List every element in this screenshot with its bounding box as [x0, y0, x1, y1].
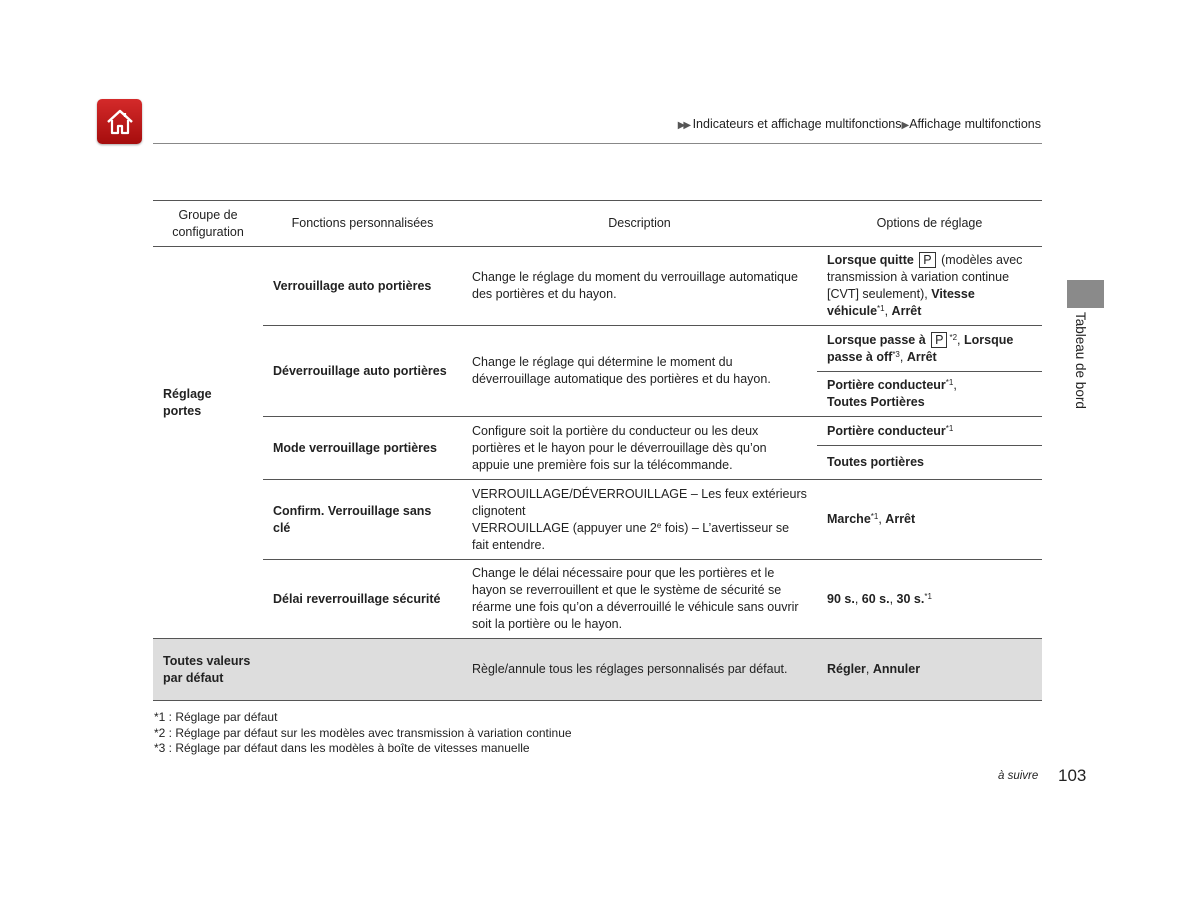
- group-cell-empty: [153, 560, 263, 639]
- option-text: Arrêt: [906, 349, 937, 364]
- options-cell: [817, 560, 1042, 639]
- option-text: Marche: [827, 512, 871, 526]
- description-line: VERROUILLAGE/DÉVERROUILLAGE – Les feux extérieurs clignotent: [472, 486, 807, 518]
- triangle-right-icon: ▶▶: [677, 120, 690, 131]
- option-text: 90 s.: [827, 591, 855, 606]
- side-tab-label: Tableau de bord: [1073, 312, 1088, 409]
- description-cell: [462, 480, 817, 560]
- option-separator: ,: [953, 378, 957, 392]
- footnote-ref: *2: [949, 332, 958, 342]
- function-cell: Confirm. Verrouillage sans clé: [263, 480, 462, 560]
- options-cell: [817, 480, 1042, 560]
- continue-label: à suivre: [998, 770, 1039, 782]
- option-text: Toutes Portières: [827, 395, 925, 409]
- footnote-3: *3 : Réglage par défaut dans les modèles à boîte de vitesses manuelle: [154, 741, 530, 755]
- option-separator: ,: [878, 512, 886, 526]
- table-row: [153, 417, 1042, 446]
- footnote-2: *2 : Réglage par défaut sur les modèles avec transmission à variation continue: [154, 725, 572, 740]
- table-header-row: [153, 201, 1042, 247]
- ordinal-suffix: e: [656, 520, 662, 530]
- header-options: Options de réglage: [817, 201, 1042, 247]
- description-line: VERROUILLAGE (appuyer une 2: [472, 520, 657, 535]
- description-line: fois) – L’avertisseur se fait entendre.: [472, 520, 790, 552]
- function-cell: Délai reverrouillage sécurité: [263, 560, 462, 639]
- page-number: 103: [1058, 766, 1087, 785]
- options-cell: [817, 247, 1042, 326]
- option-note: (modèles avec transmission à variation continue [CVT] seulement),: [827, 253, 1023, 301]
- table-row: [153, 639, 1042, 701]
- option-text: Lorsque quitte: [827, 253, 914, 267]
- option-text: 30 s.: [896, 591, 925, 606]
- option-separator: ,: [884, 304, 892, 318]
- option-text: Lorsque passe à: [827, 332, 926, 347]
- table-row: [153, 560, 1042, 639]
- header-function: Fonctions personnalisées: [263, 201, 462, 247]
- option-text: Portière conducteur: [827, 378, 946, 392]
- option-separator: ,: [899, 349, 907, 364]
- description-cell: Règle/annule tous les réglages personnalisés par défaut.: [462, 639, 817, 701]
- option-text: Vitesse véhicule: [827, 287, 975, 318]
- function-cell: Verrouillage auto portières: [263, 247, 462, 326]
- option-separator: ,: [865, 662, 873, 676]
- options-cell: Toutes portières: [817, 446, 1042, 480]
- description-cell: Change le délai nécessaire pour que les portières et le hayon se reverrouillent et que le système de sécurité se réarme une fois qu’on a déverrouillé le véhicule sans ouvrir soit la portière ou le hayon.: [462, 560, 817, 639]
- table-row: [153, 326, 1042, 372]
- description-cell: Configure soit la portière du conducteur ou les deux portières et le hayon pour le déverrouillage dès qu’on appuie une première fois sur la télécommande.: [462, 417, 817, 480]
- park-symbol: P: [931, 332, 947, 348]
- options-cell: [817, 417, 1042, 446]
- footnote-ref: *1: [924, 591, 932, 601]
- option-text: Régler: [827, 662, 866, 676]
- options-cell: [817, 639, 1042, 701]
- header-group: Groupe de configuration: [153, 201, 263, 247]
- option-separator: ,: [889, 591, 897, 606]
- option-text: 60 s.: [861, 591, 890, 606]
- footnote-1: *1 : Réglage par défaut: [154, 710, 278, 724]
- group-cell-defaults: Toutes valeurs par défaut: [153, 639, 263, 701]
- header-description: Description: [462, 201, 817, 247]
- option-text: Arrêt: [885, 512, 916, 526]
- option-text: Portière conducteur: [827, 423, 946, 438]
- option-separator: ,: [957, 332, 961, 347]
- triangle-right-icon: ▶: [901, 120, 910, 131]
- option-text: Annuler: [872, 662, 921, 676]
- function-cell: Déverrouillage auto portières: [263, 326, 462, 417]
- home-button[interactable]: [97, 99, 142, 144]
- settings-table: [153, 200, 1042, 701]
- park-symbol: P: [919, 252, 935, 268]
- option-text: Lorsque passe à off: [827, 332, 1014, 364]
- footnote-ref: *1: [870, 512, 879, 521]
- description-cell: Change le réglage qui détermine le moment du déverrouillage automatique des portières et du hayon.: [462, 326, 817, 417]
- footnote-ref: *1: [945, 423, 954, 433]
- home-icon: [105, 107, 135, 137]
- function-cell-empty: [263, 639, 462, 701]
- option-text: Arrêt: [891, 304, 922, 318]
- group-cell-doors: Réglage portes: [163, 387, 212, 419]
- footnotes: [154, 710, 572, 757]
- options-cell: [817, 326, 1042, 372]
- side-tab-marker[interactable]: [1067, 280, 1104, 308]
- footnote-ref: *1: [877, 304, 885, 313]
- options-cell: [817, 372, 1042, 417]
- option-separator: ,: [854, 591, 862, 606]
- breadcrumb-link-display[interactable]: Affichage multifonctions: [909, 117, 1041, 131]
- table-row: [153, 480, 1042, 560]
- footnote-ref: *3: [892, 349, 900, 359]
- breadcrumb: [678, 117, 1041, 131]
- header-divider: [153, 143, 1042, 144]
- description-cell: Change le réglage du moment du verrouillage automatique des portières et du hayon.: [462, 247, 817, 326]
- table-row: [153, 247, 1042, 326]
- function-cell: Mode verrouillage portières: [263, 417, 462, 480]
- footnote-ref: *1: [945, 378, 954, 387]
- breadcrumb-link-indicators[interactable]: Indicateurs et affichage multifonctions: [692, 117, 902, 131]
